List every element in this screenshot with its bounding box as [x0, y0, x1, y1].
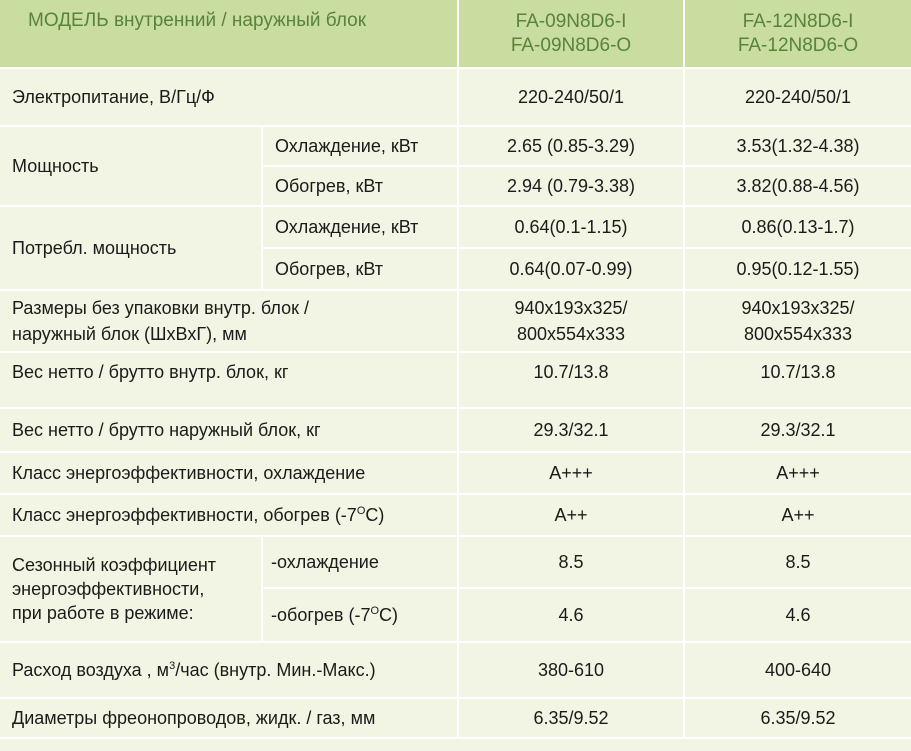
power-supply-row [0, 68, 911, 126]
dimensions-row [0, 290, 911, 352]
energy-class-heating-row [0, 494, 911, 536]
seasonal-label-line-3: при работе в режиме: [12, 603, 194, 623]
seasonal-cooling-value-2: 8.5 [684, 536, 911, 588]
weight-outdoor-value-1: 29.3/32.1 [458, 408, 684, 452]
dimensions-value-1-line-1: 940x193x325/ [514, 298, 628, 318]
dimensions-label-line-2: наружный блок (ШхВхГ), мм [12, 324, 247, 344]
energy-class-cooling-row [0, 452, 911, 494]
energy-class-cooling-value-1: A+++ [458, 452, 684, 494]
weight-outdoor-value-2: 29.3/32.1 [684, 408, 911, 452]
dimensions-label [0, 290, 458, 352]
power-input-cooling-row [0, 206, 911, 248]
degree-symbol: О [356, 505, 366, 517]
seasonal-heating-value-1: 4.6 [458, 588, 684, 642]
pipe-diameters-label: Диаметры фреонопроводов, жидк. / газ, мм [0, 698, 458, 738]
airflow-label-text: Расход воздуха , м [12, 660, 170, 680]
weight-indoor-row [0, 352, 911, 408]
airflow-label-unit: /час (внутр. Мин.-Макс.) [175, 660, 376, 680]
seasonal-cooling-value-1: 8.5 [458, 536, 684, 588]
energy-class-heating-value-1: A++ [458, 494, 684, 536]
seasonal-heating-label [262, 588, 458, 642]
model-1-outdoor: FA-09N8D6-O [510, 34, 632, 56]
airflow-value-1: 380-610 [458, 642, 684, 698]
airflow-row [0, 642, 911, 698]
weight-indoor-value-2: 10.7/13.8 [684, 352, 911, 408]
capacity-cooling-value-2: 3.53(1.32-4.38) [684, 126, 911, 166]
degree-symbol: О [370, 605, 380, 617]
seasonal-cooling-label: -охлаждение [262, 536, 458, 588]
pipe-diameters-value-2: 6.35/9.52 [684, 698, 911, 738]
cubic-superscript: 3 [169, 660, 176, 672]
power-input-heating-value-2: 0.95(0.12-1.55) [684, 248, 911, 290]
power-supply-label: Электропитание, В/Гц/Ф [0, 68, 458, 126]
power-input-cooling-label: Охлаждение, кВт [262, 206, 458, 248]
header-row [0, 0, 911, 68]
seasonal-label-line-2: энергоэффективности, [12, 579, 205, 599]
weight-outdoor-label: Вес нетто / брутто наружный блок, кг [0, 408, 458, 452]
dimensions-label-line-1: Размеры без упаковки внутр. блок / [12, 298, 309, 318]
seasonal-cooling-row [0, 536, 911, 588]
power-input-heating-label: Обогрев, кВт [262, 248, 458, 290]
capacity-heating-value-2: 3.82(0.88-4.56) [684, 166, 911, 206]
power-supply-value-2: 220-240/50/1 [684, 68, 911, 126]
energy-class-heating-label [0, 494, 458, 536]
energy-class-heating-value-2: A++ [684, 494, 911, 536]
seasonal-heating-value-2: 4.6 [684, 588, 911, 642]
airflow-value-2: 400-640 [684, 642, 911, 698]
capacity-heating-value-1: 2.94 (0.79-3.38) [458, 166, 684, 206]
model-2-outdoor: FA-12N8D6-O [737, 34, 859, 56]
airflow-label [0, 642, 458, 698]
weight-indoor-label: Вес нетто / брутто внутр. блок, кг [0, 352, 458, 408]
pipe-diameters-value-1: 6.35/9.52 [458, 698, 684, 738]
capacity-cooling-value-1: 2.65 (0.85-3.29) [458, 126, 684, 166]
energy-class-cooling-label: Класс энергоэффективности, охлаждение [0, 452, 458, 494]
model-label: МОДЕЛЬ внутренний / наружный блок [0, 0, 458, 68]
capacity-cooling-row [0, 126, 911, 166]
weight-indoor-value-1: 10.7/13.8 [458, 352, 684, 408]
seasonal-heating-label-unit: С) [379, 605, 399, 625]
power-input-cooling-value-1: 0.64(0.1-1.15) [458, 206, 684, 248]
dimensions-value-2 [684, 290, 911, 352]
model-1-indoor: FA-09N8D6-I [515, 10, 627, 32]
seasonal-label [0, 536, 262, 642]
power-supply-value-1: 220-240/50/1 [458, 68, 684, 126]
dimensions-value-2-line-2: 800x554x333 [743, 324, 853, 344]
model-2-indoor: FA-12N8D6-I [742, 10, 854, 32]
capacity-heating-label: Обогрев, кВт [262, 166, 458, 206]
power-input-heating-value-1: 0.64(0.07-0.99) [458, 248, 684, 290]
pipe-diameters-row [0, 698, 911, 738]
energy-class-heating-label-text: Класс энергоэффективности, обогрев (-7 [12, 505, 357, 525]
dimensions-value-1 [458, 290, 684, 352]
capacity-cooling-label: Охлаждение, кВт [262, 126, 458, 166]
weight-outdoor-row [0, 408, 911, 452]
power-input-label: Потребл. мощность [0, 206, 262, 290]
dimensions-value-1-line-2: 800x554x333 [516, 324, 626, 344]
model-2-cell [684, 0, 911, 68]
seasonal-label-line-1: Сезонный коэффициент [12, 555, 217, 575]
energy-class-cooling-value-2: A+++ [684, 452, 911, 494]
power-input-cooling-value-2: 0.86(0.13-1.7) [684, 206, 911, 248]
dimensions-value-2-line-1: 940x193x325/ [741, 298, 855, 318]
capacity-label: Мощность [0, 126, 262, 206]
seasonal-heating-label-text: -обогрев (-7 [271, 605, 371, 625]
model-1-cell [458, 0, 684, 68]
energy-class-heating-label-unit: С) [365, 505, 385, 525]
